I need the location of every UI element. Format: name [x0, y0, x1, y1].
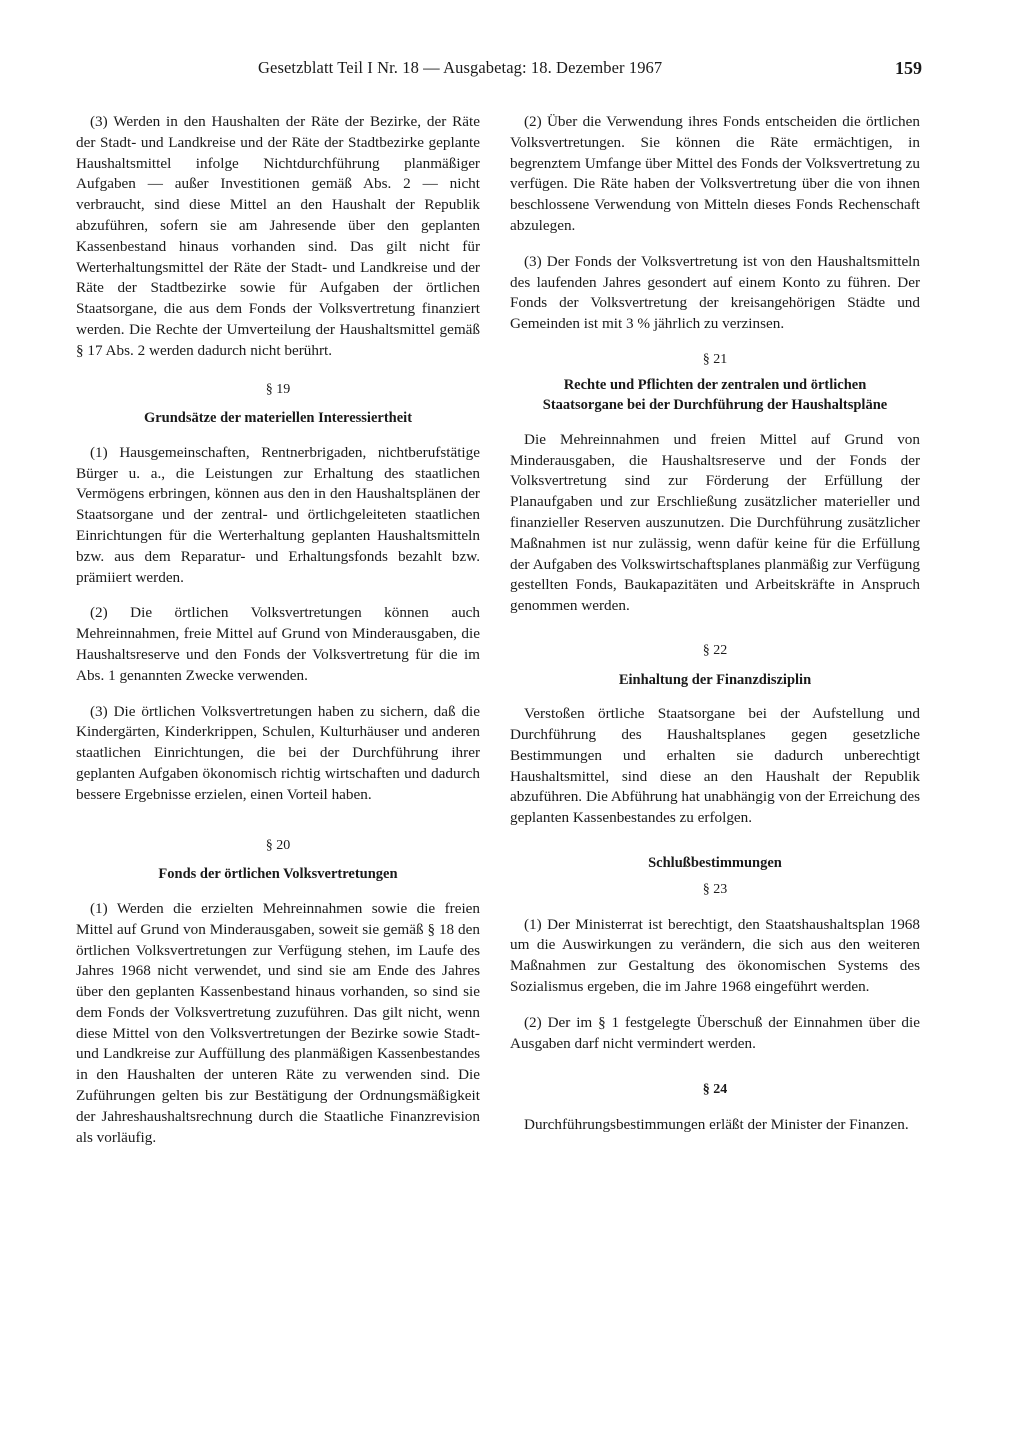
- page-header: [258, 58, 922, 88]
- paragraph-22-1: Verstoßen örtliche Staatsorgane bei der Aufstellung und Durchführung des Haushaltsplanes gegen gesetzliche Bestimmungen und erhalten sie dadurch unberechtigt Haushaltsmittel, sind diese an den Haushalt der Republik abzuführen. Die Abführung hat unabhängig von der Erreichung des geplanten Kassenbestandes zu erfolgen.: [510, 705, 920, 827]
- paragraph-20-1: (1) Werden die erzielten Mehreinnahmen sowie die freien Mittel auf Grund von Minderausgaben, soweit sie gemäß § 18 den örtlichen Volksvertretungen zur Verfügung stehen, im Laufe des Jahres 1968 nicht verwendet, und sind sie am Ende des Jahres über den geplanten Kassenbestand hinaus vorhanden, so sind sie dem Fonds der Volksvertretung zuzuführen. Das gilt nicht, wenn diese Mittel von den Volksvertretungen der Bezirke sowie Stadt- und Landkreise zur Auffüllung des planmäßigen Kassenbestandes in den Haushalten der unteren Räte zu verwenden sind. Die Zuführungen gelten bis zur Bestätigung der Ordnungsmäßigkeit der Jahreshaushaltsrechnung durch die Staatliche Finanzrevision als vorläufig.: [76, 899, 480, 1146]
- paragraph-23-2: (2) Der im § 1 festgelegte Überschuß der Einnahmen über die Ausgaben darf nicht vermindert werden.: [510, 1013, 920, 1052]
- left-column: [76, 112, 480, 1163]
- running-title: Gesetzblatt Teil I Nr. 18 — Ausgabetag: 18. Dezember 1967: [258, 58, 663, 77]
- paragraph-18-3: (3) Werden in den Haushalten der Räte der Bezirke, der Räte der Stadt- und Landkreise und der Räte der Stadtbezirke geplante Haushaltsmittel infolge Nichtdurchführung planmäßiger Aufgaben — außer Investitionen gemäß Abs. 2 — nicht verbraucht, sind diese Mittel an den Haushalt der Republik abzuführen, sofern sie am Jahresende über den geplanten Kassenbestand hinaus vorhanden sind. Das gilt nicht für Werterhaltungsmittel der Räte der Stadt- und Landkreise und der Räte der Stadtbezirke sowie für Aufgaben der örtlichen Staatsorgane, die aus dem Fonds der Volksvertretung finanziert werden. Die Rechte der Umverteilung der Haushaltsmittel gemäß § 17 Abs. 2 werden dadurch nicht berührt.: [76, 113, 480, 359]
- paragraph-19-3: (3) Die örtlichen Volksvertretungen haben zu sichern, daß die Kindergärten, Kinderkrippen, Schulen, Kulturhäuser und anderen staatlichen Einrichtungen, die bei der Durchführung ihrer geplanten Aufgaben ökonomisch richtig wirtschaften und dadurch bessere Ergebnisse erzielen, einen Vorteil haben.: [76, 702, 480, 803]
- section-19-number: § 19: [265, 381, 291, 397]
- section-24-number: § 24: [702, 1082, 728, 1098]
- section-20-title: Fonds der örtlichen Volksvertretungen: [158, 866, 398, 883]
- section-21-number: § 21: [702, 351, 728, 367]
- final-provisions-title: Schlußbestimmungen: [648, 855, 782, 872]
- section-22-title: Einhaltung der Finanzdisziplin: [618, 671, 812, 688]
- paragraph-21-1: Die Mehreinnahmen und freien Mittel auf Grund von Minderausgaben, die Haushaltsreserve und der Fonds der Volksvertretung sind zur Förderung der Erfüllung der Planaufgaben und zur Erschließung zusätzlicher materieller und finanzieller Reserven auszunutzen. Die Durchführung zusätzlicher Maßnahmen ist nur zulässig, wenn dafür keine für die Erfüllung der Aufgaben des Volkswirtschaftsplanes planmäßig zur Verfügung gestellten Fonds, Baukapazitäten und Arbeitskräfte in Anspruch genommen werden.: [510, 430, 920, 615]
- section-21-title: Rechte und Pflichten der zentralen und örtlichen Staatsorgane bei der Durchführung der Haushaltspläne: [542, 376, 888, 414]
- right-column: [510, 112, 920, 1151]
- section-19-title: Grundsätze der materiellen Interessiertheit: [143, 410, 413, 427]
- paragraph-19-1: (1) Hausgemeinschaften, Rentnerbrigaden, nichtberufstätige Bürger u. a., die Leistungen zur Erhaltung des staatlichen Vermögens erbringen, können aus den in den Haushaltsplänen der Staatsorgane und der zentral- und örtlichgeleiteten staatlichen Einrichtungen für die Werterhaltung geplanten Haushaltsmitteln bzw. aus dem Reparatur- und Erhaltungsfonds bezahlt bzw. prämiiert werden.: [76, 443, 480, 586]
- paragraph-20-2: (2) Über die Verwendung ihres Fonds entscheiden die örtlichen Volksvertretungen. Sie können die Räte ermächtigen, in begrenztem Umfange über Mittel des Fonds der Volksvertretung zu verfügen. Die Räte haben der Volksvertretung über die von ihnen beschlossene Verwendung von Mitteln dieses Fonds Rechenschaft abzulegen.: [510, 113, 920, 234]
- section-22-number: § 22: [702, 642, 728, 658]
- page-number: 159: [895, 58, 922, 78]
- section-23-number: § 23: [702, 881, 728, 897]
- section-20-number: § 20: [265, 837, 291, 853]
- paragraph-20-3: (3) Der Fonds der Volksvertretung ist von den Haushaltsmitteln des laufenden Jahres gesondert auf einem Konto zu führen. Der Fonds der Volksvertretung der kreisangehörigen Städte und Gemeinden ist mit 3 % jährlich zu verzinsen.: [510, 252, 920, 333]
- paragraph-19-2: (2) Die örtlichen Volksvertretungen können auch Mehreinnahmen, freie Mittel auf Grund von Minderausgaben, die Haushaltsreserve und den Fonds der Volksvertretung für die im Abs. 1 genannten Zwecke verwenden.: [76, 604, 480, 684]
- paragraph-24-1: Durchführungsbestimmungen erläßt der Minister der Finanzen.: [524, 1116, 909, 1134]
- paragraph-23-1: (1) Der Ministerrat ist berechtigt, den Staatshaushaltsplan 1968 um die Auswirkungen zu verändern, die sich aus den weiteren Maßnahmen zur Gestaltung des ökonomischen Systems des Sozialismus ergeben, die im Jahre 1968 eingeführt werden.: [510, 915, 920, 995]
